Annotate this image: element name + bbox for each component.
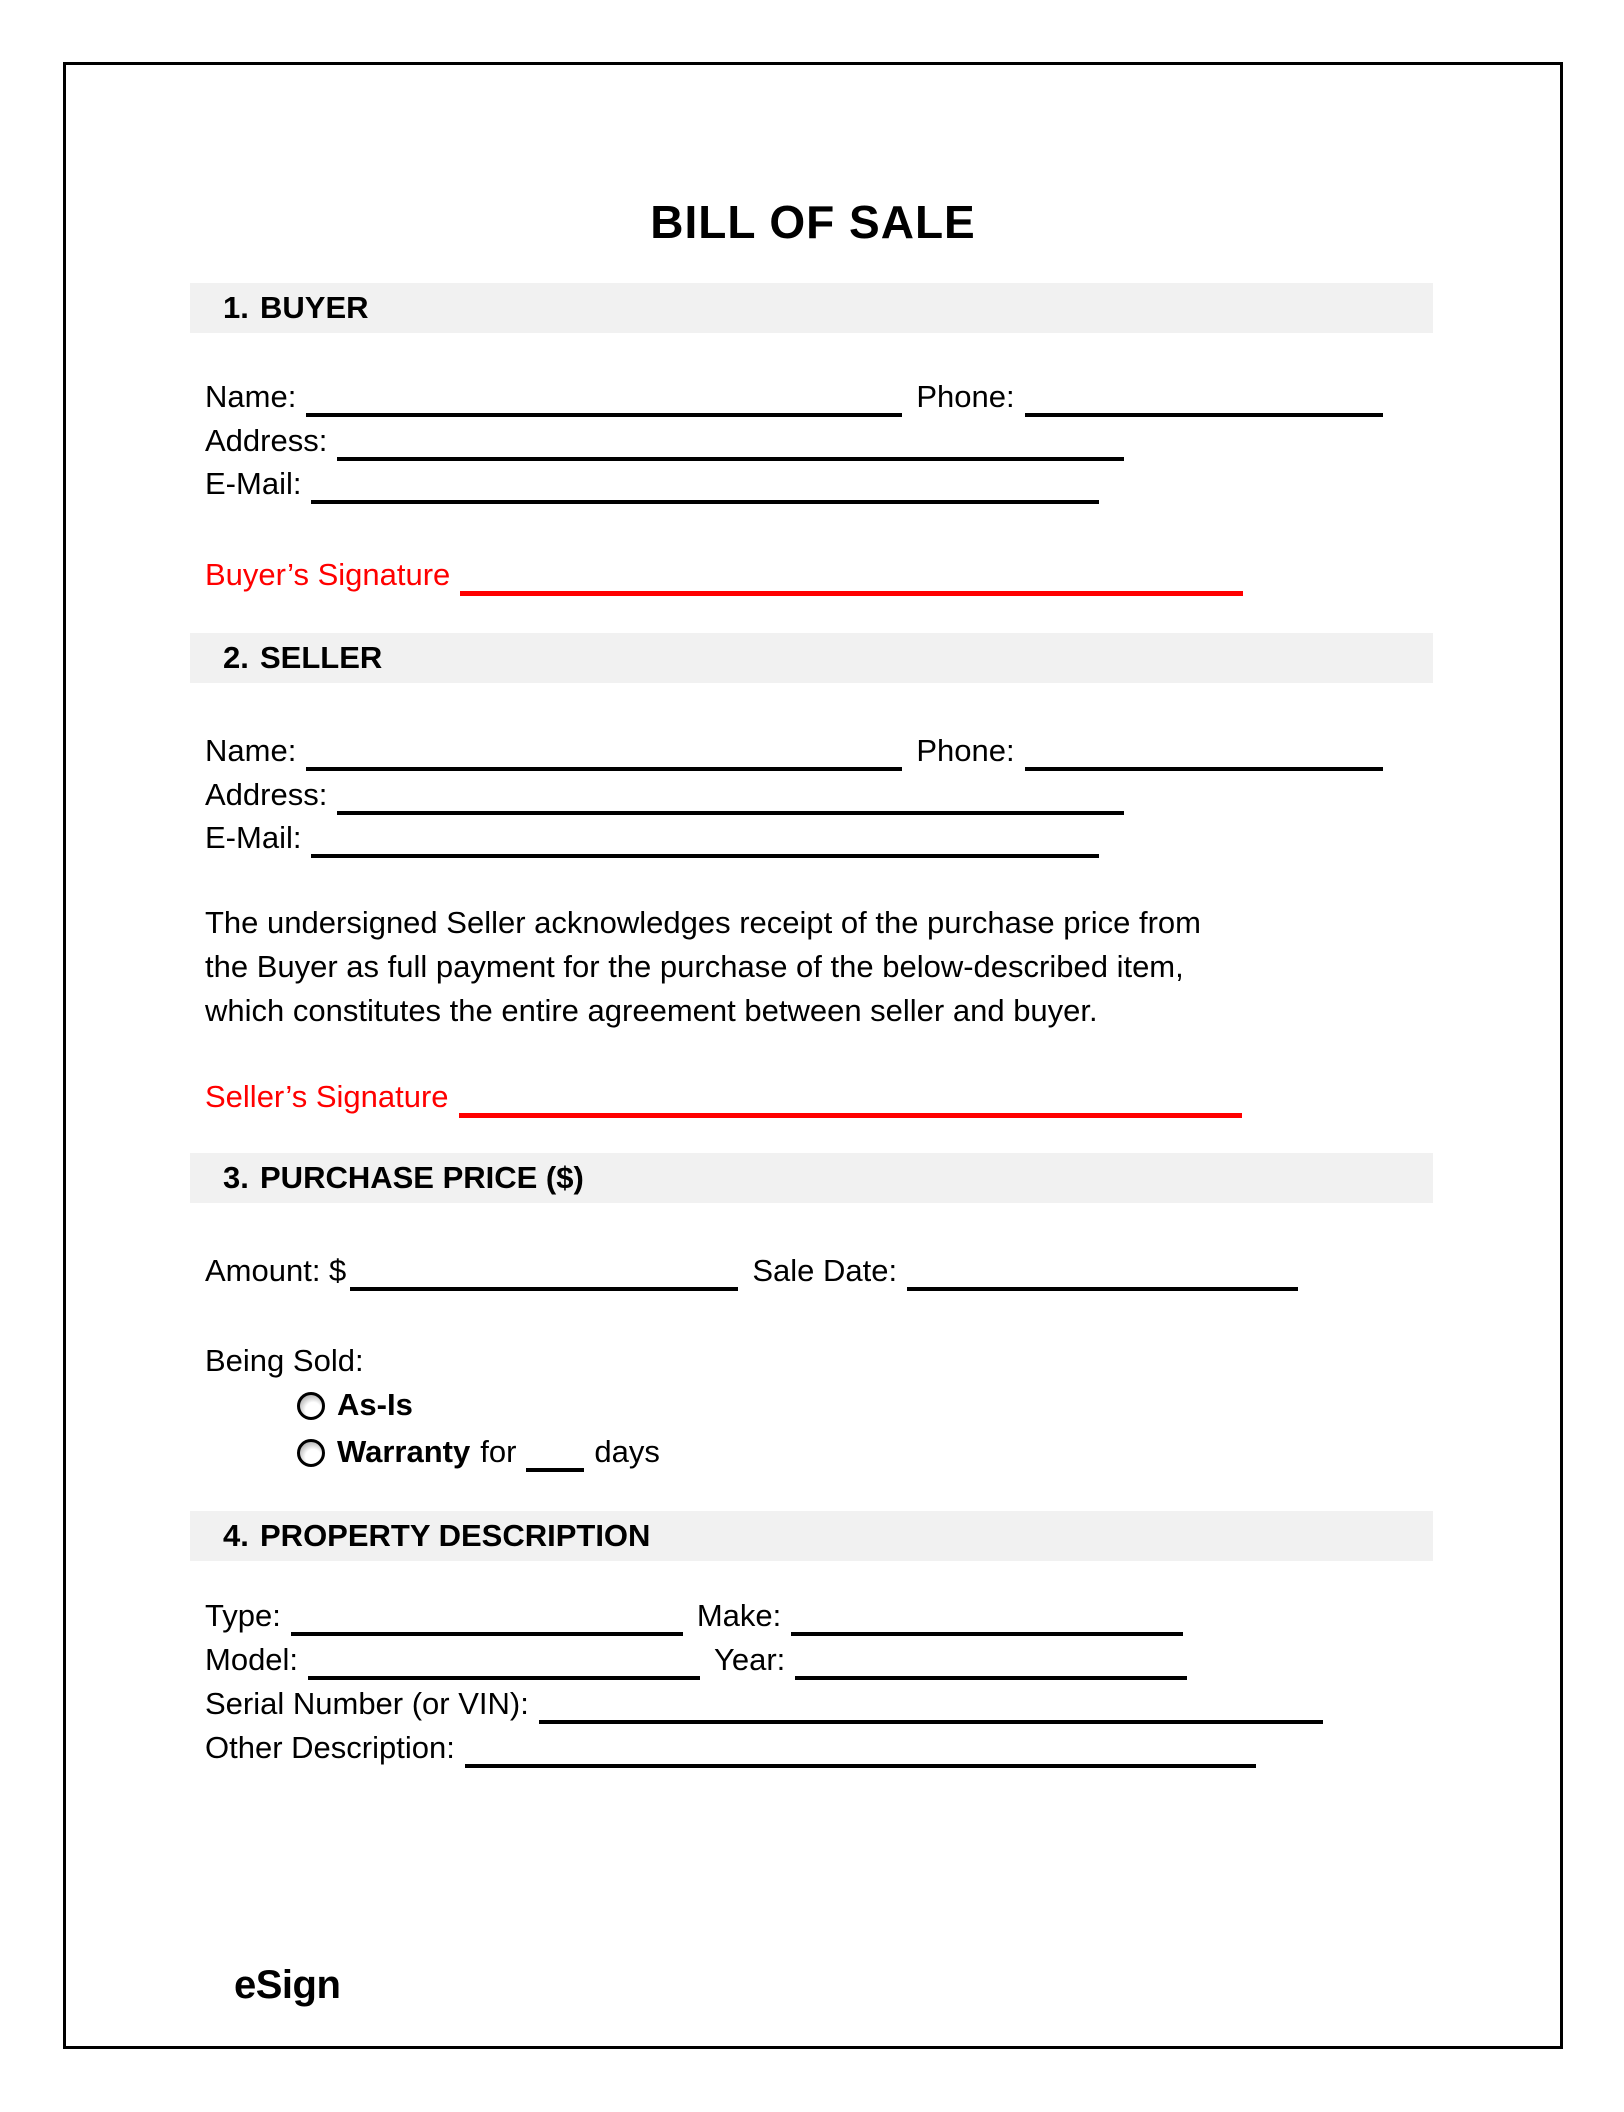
seller-signature-row: [205, 1077, 1242, 1118]
buyer-name-label: Name:: [205, 379, 297, 414]
as-is-radio[interactable]: [297, 1392, 325, 1420]
buyer-email-line[interactable]: [311, 500, 1099, 504]
seller-phone-line[interactable]: [1025, 767, 1383, 771]
seller-name-row: [205, 731, 1383, 771]
property-description-section-title: PROPERTY DESCRIPTION: [260, 1518, 651, 1553]
seller-name-line[interactable]: [306, 767, 902, 771]
type-line[interactable]: [291, 1632, 683, 1636]
sale-date-line[interactable]: [907, 1287, 1298, 1291]
seller-address-line[interactable]: [337, 811, 1124, 815]
as-is-option-row: [297, 1385, 413, 1425]
purchase-price-section-number: 3.: [223, 1160, 249, 1195]
purchase-price-section-title: PURCHASE PRICE ($): [260, 1160, 584, 1195]
being-sold-row: [205, 1341, 364, 1381]
model-line[interactable]: [308, 1676, 700, 1680]
make-line[interactable]: [791, 1632, 1183, 1636]
warranty-days-text: days: [594, 1434, 660, 1469]
buyer-section-header: [190, 283, 1433, 333]
other-description-row: [205, 1728, 1256, 1768]
esign-logo: eSign: [234, 1963, 341, 2007]
property-description-section-header: [190, 1511, 1433, 1561]
document-border-frame: [63, 62, 1563, 2049]
buyer-address-row: [205, 421, 1124, 461]
buyer-phone-label: Phone:: [916, 379, 1015, 414]
seller-name-label: Name:: [205, 733, 297, 768]
buyer-address-label: Address:: [205, 423, 328, 458]
seller-email-label: E-Mail:: [205, 820, 302, 855]
buyer-signature-row: [205, 555, 1243, 596]
amount-line[interactable]: [350, 1287, 738, 1291]
seller-email-row: [205, 818, 1099, 858]
other-description-line[interactable]: [465, 1764, 1256, 1768]
property-description-section-number: 4.: [223, 1518, 249, 1553]
purchase-price-section-header: [190, 1153, 1433, 1203]
seller-section-title: SELLER: [260, 640, 383, 675]
buyer-signature-line[interactable]: [460, 591, 1243, 596]
serial-line[interactable]: [539, 1720, 1323, 1724]
buyer-email-row: [205, 464, 1099, 504]
seller-section-number: 2.: [223, 640, 249, 675]
document-title: BILL OF SALE: [650, 196, 976, 248]
amount-row: [205, 1251, 1298, 1291]
seller-acknowledgement-line-3: which constitutes the entire agreement between seller and buyer.: [205, 993, 1098, 1028]
seller-acknowledgement-line-1: The undersigned Seller acknowledges receipt of the purchase price from: [205, 905, 1201, 940]
serial-label: Serial Number (or VIN):: [205, 1686, 529, 1721]
warranty-for-text: for: [480, 1434, 517, 1469]
seller-address-row: [205, 775, 1124, 815]
buyer-signature-label: Buyer’s Signature: [205, 557, 451, 592]
model-label: Model:: [205, 1642, 299, 1677]
buyer-name-row: [205, 377, 1383, 417]
seller-acknowledgement-line-2: the Buyer as full payment for the purchase of the below-described item,: [205, 949, 1184, 984]
buyer-address-line[interactable]: [337, 457, 1124, 461]
buyer-name-line[interactable]: [306, 413, 902, 417]
sale-date-label: Sale Date:: [752, 1253, 898, 1288]
type-make-row: [205, 1596, 1183, 1636]
warranty-label: Warranty: [337, 1434, 471, 1469]
warranty-option-row: [297, 1432, 660, 1472]
amount-label: Amount: $: [205, 1253, 347, 1288]
year-label: Year:: [714, 1642, 786, 1677]
warranty-radio[interactable]: [297, 1439, 325, 1467]
seller-section-header: [190, 633, 1433, 683]
seller-signature-line[interactable]: [459, 1113, 1242, 1118]
warranty-days-line[interactable]: [526, 1468, 584, 1472]
buyer-section-title: BUYER: [260, 290, 369, 325]
seller-address-label: Address:: [205, 777, 328, 812]
seller-phone-label: Phone:: [916, 733, 1015, 768]
make-label: Make:: [696, 1598, 782, 1633]
other-description-label: Other Description:: [205, 1730, 455, 1765]
type-label: Type:: [205, 1598, 281, 1633]
buyer-section-number: 1.: [223, 290, 249, 325]
serial-row: [205, 1684, 1323, 1724]
as-is-label: As-Is: [337, 1387, 413, 1422]
seller-email-line[interactable]: [311, 854, 1099, 858]
buyer-phone-line[interactable]: [1025, 413, 1383, 417]
being-sold-label: Being Sold:: [205, 1343, 364, 1378]
buyer-email-label: E-Mail:: [205, 466, 302, 501]
seller-signature-label: Seller’s Signature: [205, 1079, 449, 1114]
year-line[interactable]: [795, 1676, 1187, 1680]
model-year-row: [205, 1640, 1187, 1680]
